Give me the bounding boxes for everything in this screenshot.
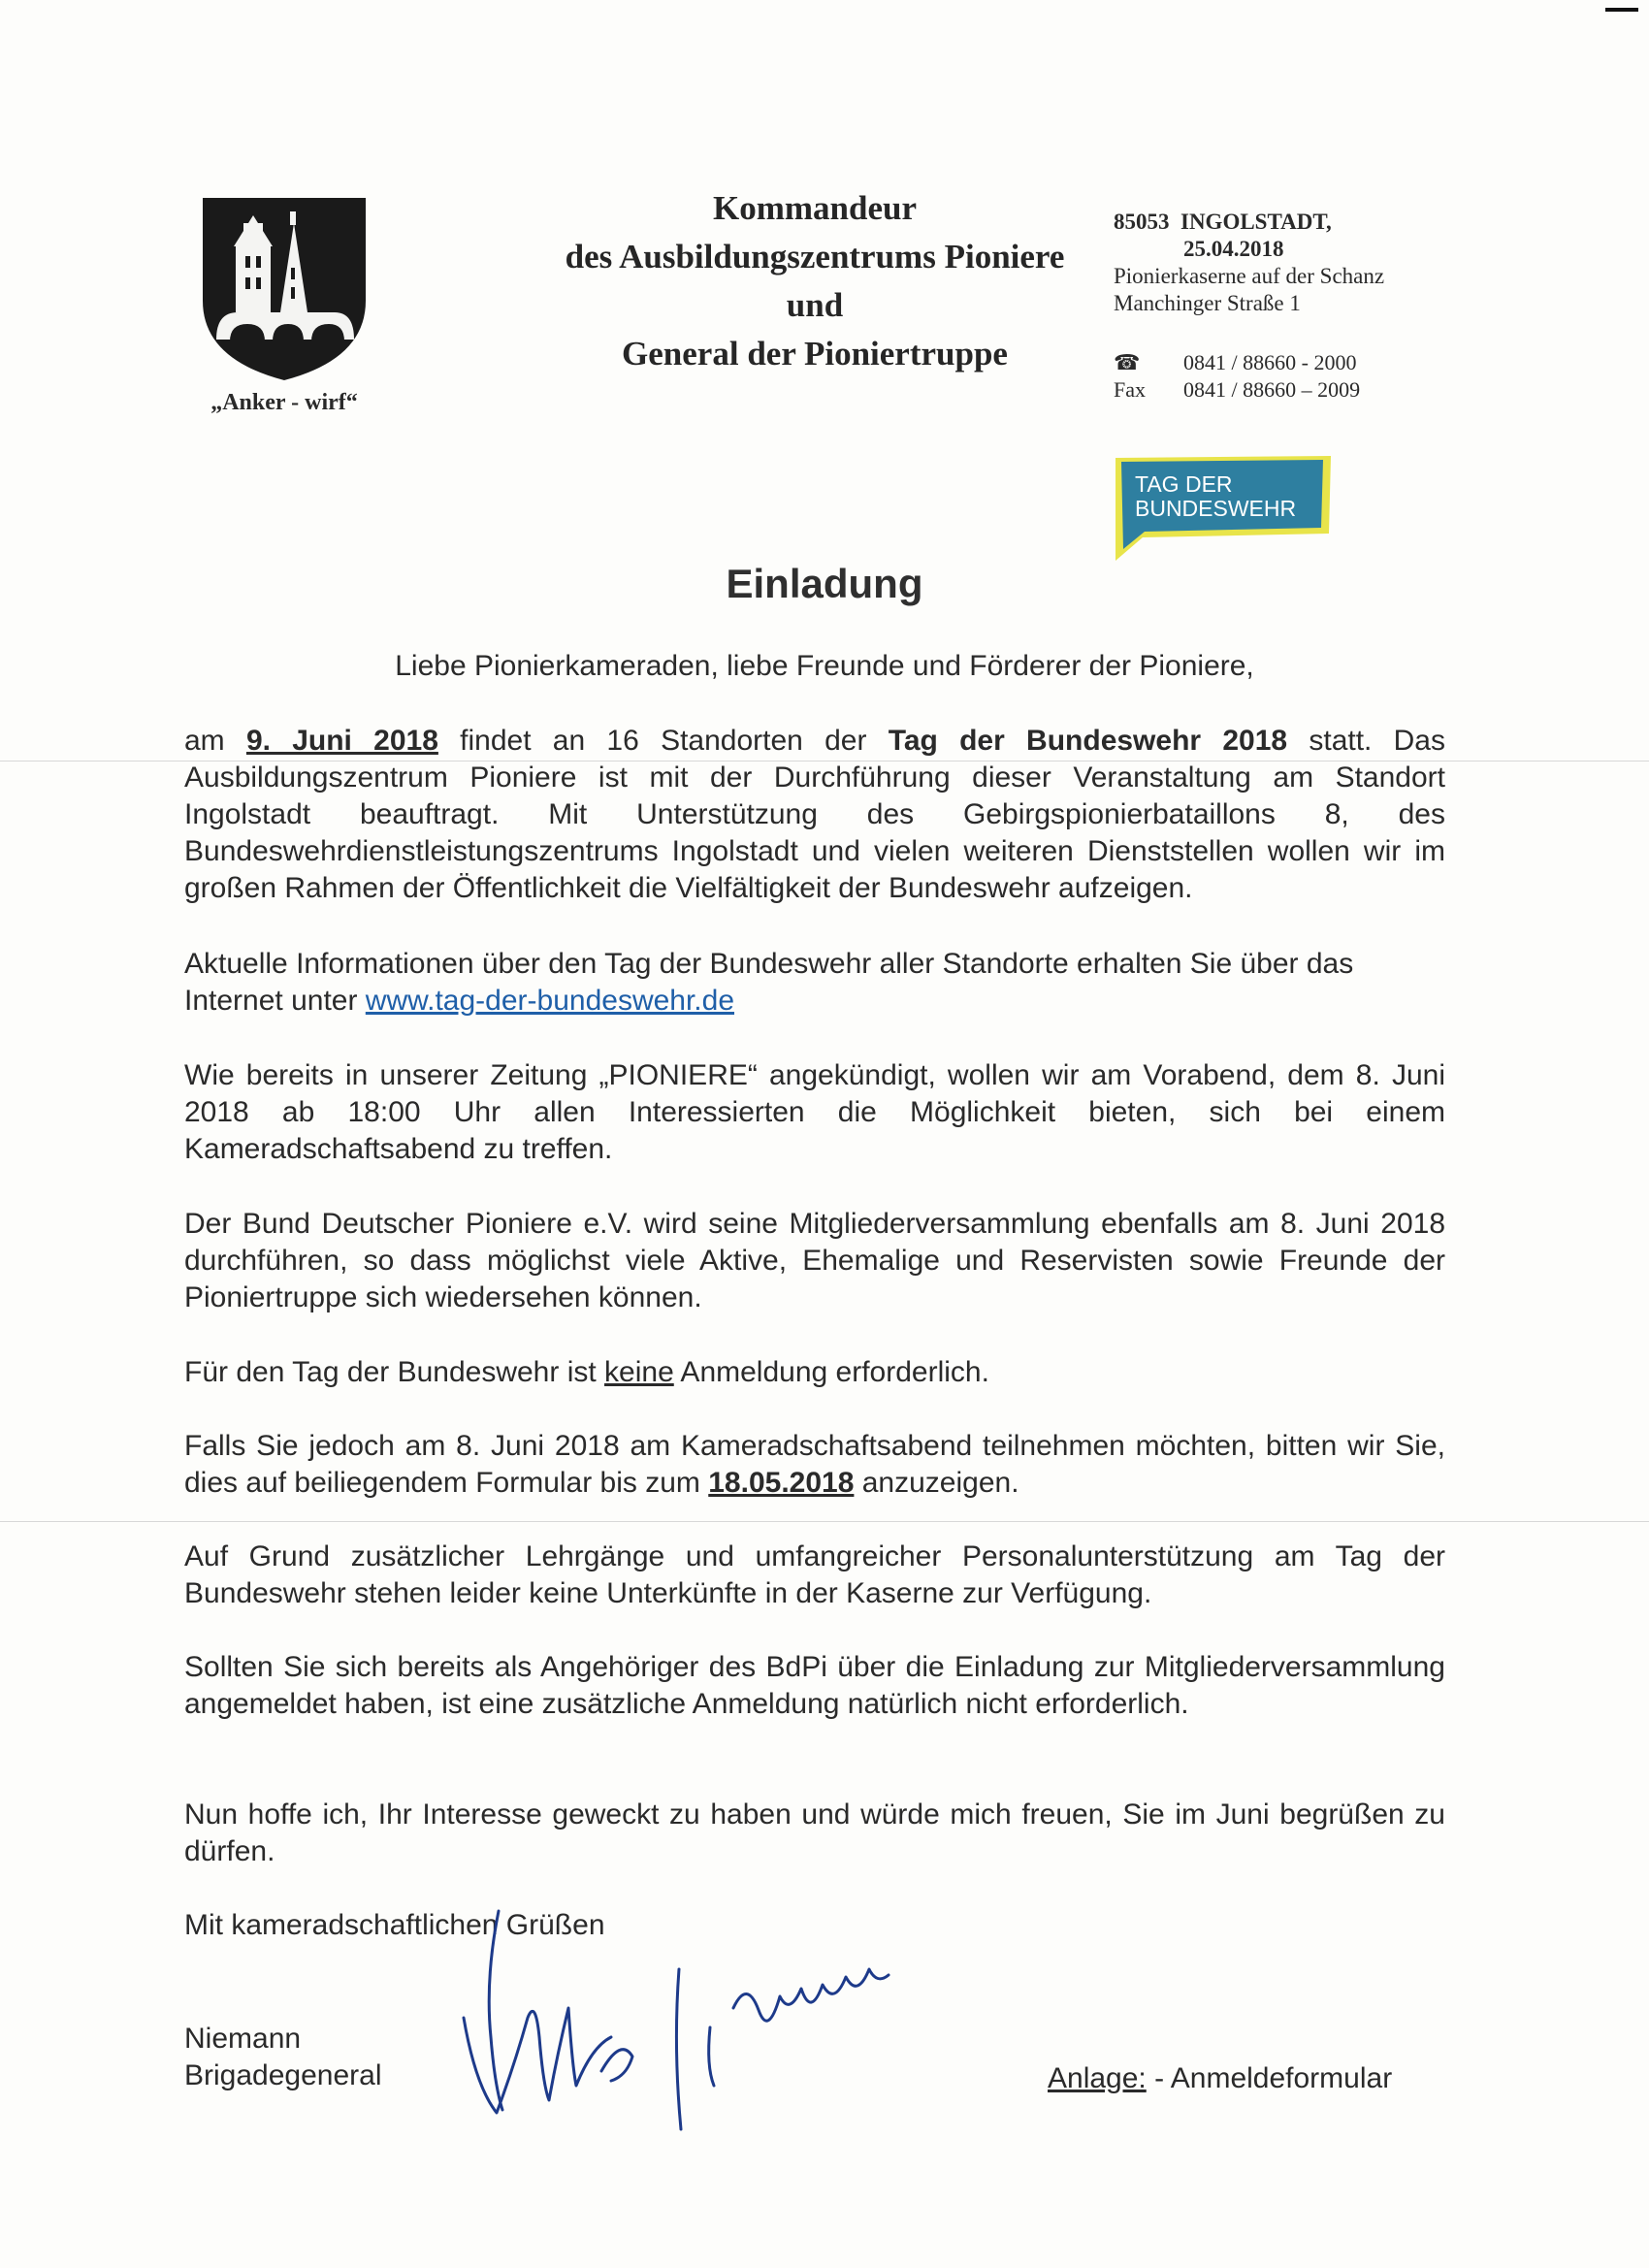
address-block bbox=[1114, 209, 1521, 317]
attachment-note bbox=[1048, 2062, 1392, 2095]
scan-artifact-line bbox=[0, 1521, 1649, 1522]
text-run: statt. Das Ausbildungszentrum Pioniere ist mit der Durchführung dieser Veranstaltung am Standort Ingolstadt beauftragt. Mit Unterstützung des Gebirgspionierbataillons 8, des Bundeswehrdienstleistungszentrums Ingolstadt und vielen weiteren Dienststellen wollen wir im großen Rahmen der Öffentlichkeit die Vielfältigkeit der Bundeswehr aufzeigen. bbox=[184, 725, 1445, 904]
paragraph-8: Sollten Sie sich bereits als Angehöriger des BdPi über die Einladung zur Mitgliederversammlung angemeldet haben, ist eine zusätzliche Anmeldung natürlich nicht erforderlich. bbox=[184, 1651, 1445, 1720]
tag-der-bundeswehr-logo bbox=[1116, 456, 1339, 563]
city: INGOLSTADT, bbox=[1180, 210, 1332, 234]
logo-line-1: TAG DER bbox=[1135, 471, 1233, 497]
paragraph-7: Auf Grund zusätzlicher Lehrgänge und umfangreicher Personalunterstützung am Tag der Bundeswehr stehen leider keine Unterkünfte in der Kaserne zur Verfügung. bbox=[184, 1540, 1445, 1609]
text-run: Falls Sie jedoch am 8. Juni 2018 am Kameradschaftsabend teilnehmen möchten, bitten wir Sie, dies auf beiliegendem Formular bis zum bbox=[184, 1430, 1445, 1499]
fax-number: 0841 / 88660 – 2009 bbox=[1183, 377, 1361, 402]
event-name: Tag der Bundeswehr 2018 bbox=[888, 725, 1288, 757]
fax-label: Fax bbox=[1114, 377, 1146, 402]
heading-line: des Ausbildungszentrums Pioniere bbox=[565, 238, 1065, 275]
attachment-label: Anlage: bbox=[1048, 2062, 1147, 2094]
paragraph-9: Nun hoffe ich, Ihr Interesse geweckt zu haben und würde mich freuen, Sie im Juni begrüßen zu dürfen. bbox=[184, 1798, 1445, 1867]
heading-line: und bbox=[786, 286, 844, 324]
website-link[interactable]: www.tag-der-bundeswehr.de bbox=[365, 985, 735, 1017]
paragraph-3: Wie bereits in unserer Zeitung „PIONIERE“ angekündigt, wollen wir am Vorabend, dem 8. Juni 2018 ab 18:00 Uhr allen Interessierten die Möglichkeit bieten, sich bei einem Kameradschaftsabend zu treffen. bbox=[184, 1059, 1445, 1165]
handwritten-signature bbox=[456, 1892, 902, 2212]
signer-name: Niemann bbox=[184, 2023, 302, 2055]
phone-number: 0841 / 88660 - 2000 bbox=[1183, 350, 1357, 374]
attachment-value: - Anmeldeformular bbox=[1146, 2062, 1393, 2094]
coat-of-arms-icon bbox=[199, 194, 370, 383]
paragraph-6 bbox=[184, 1428, 1445, 1502]
deadline-date: 18.05.2018 bbox=[708, 1467, 855, 1499]
street-line-1: Pionierkaserne auf der Schanz bbox=[1114, 264, 1385, 288]
paragraph-2 bbox=[184, 946, 1445, 1020]
contact-block bbox=[1114, 349, 1360, 404]
text-run: findet an 16 Standorten der bbox=[437, 725, 889, 757]
salutation: Liebe Pionierkameraden, liebe Freunde und Förderer der Pioniere, bbox=[395, 650, 1254, 682]
text-run: am bbox=[184, 725, 246, 757]
city-line bbox=[1114, 209, 1521, 236]
phone-line bbox=[1114, 349, 1360, 376]
street-line-2: Manchinger Straße 1 bbox=[1114, 291, 1301, 315]
emphasis-keine: keine bbox=[604, 1356, 674, 1388]
signer-block bbox=[184, 2021, 381, 2094]
scan-edge-mark bbox=[1605, 8, 1638, 12]
text-run: Für den Tag der Bundeswehr ist bbox=[184, 1356, 605, 1388]
letterhead-heading bbox=[427, 184, 1203, 378]
heading-line: Kommandeur bbox=[713, 189, 917, 227]
text-run: Anmeldung erforderlich. bbox=[673, 1356, 989, 1388]
fax-line bbox=[1114, 376, 1360, 404]
text-run: Aktuelle Informationen über den Tag der Bundeswehr aller Standorte erhalten Sie über das Internet unter bbox=[184, 948, 1354, 1017]
postcode: 85053 bbox=[1114, 210, 1170, 234]
heading-line: General der Pioniertruppe bbox=[622, 335, 1008, 373]
phone-icon: ☎ bbox=[1114, 350, 1141, 374]
signer-rank: Brigadegeneral bbox=[184, 2059, 382, 2091]
event-date: 9. Juni 2018 bbox=[245, 725, 438, 757]
closing-greeting: Mit kameradschaftlichen Grüßen bbox=[184, 1909, 605, 1941]
motto: „Anker - wirf“ bbox=[210, 390, 358, 415]
text-run: anzuzeigen. bbox=[854, 1467, 1019, 1499]
letter-date: 25.04.2018 bbox=[1183, 237, 1284, 261]
paragraph-5 bbox=[184, 1354, 1445, 1391]
paragraph-4: Der Bund Deutscher Pioniere e.V. wird seine Mitgliederversammlung ebenfalls am 8. Juni 2018 durchführen, so dass möglichst viele Aktive, Ehemalige und Reservisten sowie Freunde der Pioniertruppe sich wiedersehen können. bbox=[184, 1208, 1445, 1313]
paragraph-1 bbox=[184, 723, 1445, 907]
letter-title: Einladung bbox=[726, 561, 923, 606]
logo-line-2: BUNDESWEHR bbox=[1135, 496, 1297, 521]
